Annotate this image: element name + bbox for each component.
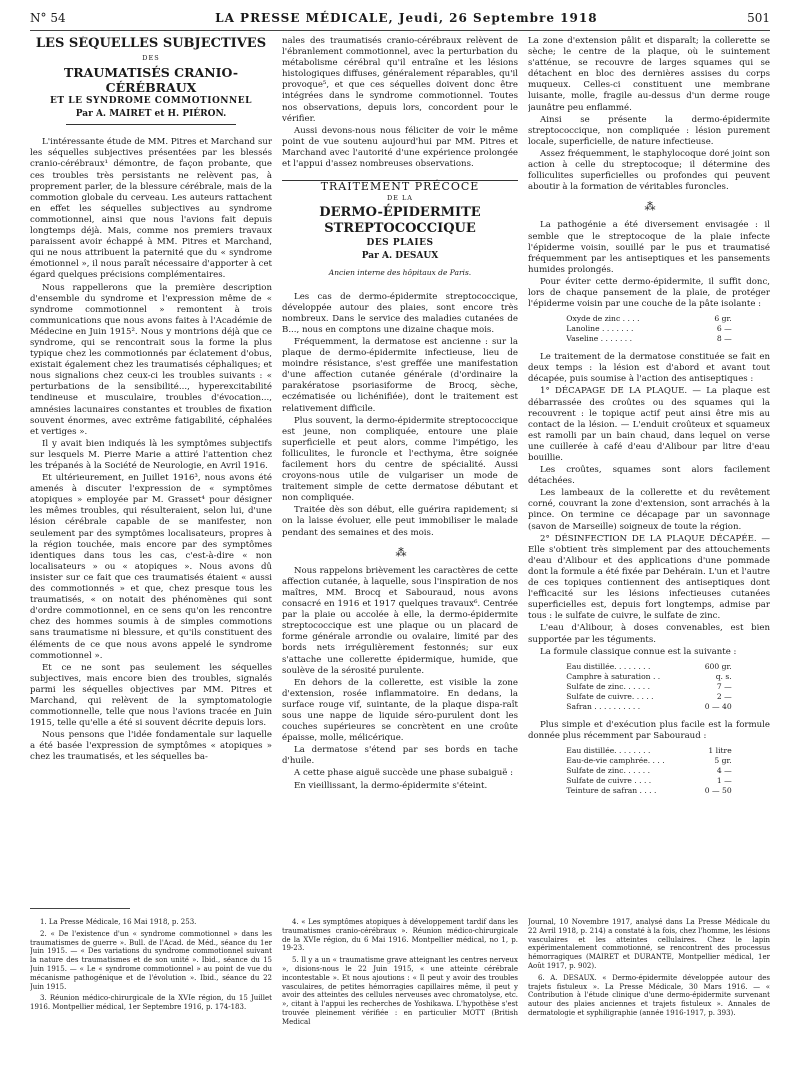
footnote: 1. La Presse Médicale, 16 Mai 1918, p. 253. bbox=[40, 918, 197, 926]
recipe-row bbox=[564, 786, 733, 796]
paragraph: La dermatose s'étend par ses bords en tache d'huile. bbox=[282, 745, 518, 767]
paragraph: En vieillissant, la dermo-épidermite s'éteint. bbox=[294, 780, 488, 791]
ingredient: Eau-de-vie camphrée. . . . bbox=[566, 755, 665, 765]
paragraph: Fréquemment, la dermatose est ancienne : sur la plaque de dermo-épidermite infectieuse, lieu de moindre résistance, s'est greffée une manifestation d'une affection cutanée générale (d'ordinaire la parakératose psoriasiforme de Brocq, sèche, eczématisée ou lichénifiée), dont le traitement est relativement difficile. bbox=[282, 336, 518, 414]
quantity: 7 — bbox=[716, 681, 732, 691]
article-1-title-des: DES bbox=[142, 54, 160, 62]
ingredient: Vaseline . . . . . . . bbox=[566, 334, 633, 344]
recipe-sabouraud bbox=[564, 746, 733, 796]
recipe-row bbox=[564, 766, 733, 776]
quantity: 0 — 50 bbox=[704, 785, 732, 795]
recipe-row bbox=[564, 324, 733, 334]
recipe-row bbox=[564, 746, 733, 756]
recipe-row bbox=[564, 692, 733, 702]
article-2-title-2: DERMO-ÉPIDERMITE STREPTOCOCCIQUE bbox=[319, 205, 481, 237]
paragraph: Le traitement de la dermatose constituée se fait en deux temps : la lésion est d'abord et avant tout décapée, puis soumise à l'action des antiseptiques : bbox=[528, 352, 770, 385]
ingredient: Camphre à saturation . . bbox=[566, 671, 661, 681]
paragraph: nales des traumatisés cranio-cérébraux relèvent de l'ébranlement commotionnel, avec la perturbation du métabolisme cérébral qu'il entraîne et les lésions histologiques diffuses, généralement réparables, qu'il provoque⁵, et que ces séquelles doivent donc être intégrées dans le syndrome commotionnel. Toutes nos observations, depuis lors, concordent pour le vérifier. bbox=[282, 36, 518, 124]
ingredient: Oxyde de zinc . . . . bbox=[566, 314, 640, 324]
paragraph: Nous pensons que l'idée fondamentale sur laquelle a été basée l'expression de symptômes « atopiques » chez les traumatisés, et les séquelles ba- bbox=[30, 730, 272, 763]
ingredient: Eau distillée. . . . . . . . bbox=[566, 661, 651, 671]
paragraph: La zone d'extension pâlit et disparaît; la collerette se sèche; le centre de la plaque, où le suintement s'atténue, se recouvre de larges squames qui se détachent en bloc des dernières assises du corps muqueux. Celles-ci constituent une membrane luisante, molle, fragile au-dessus d'un derme rouge jaunâtre peu enflammé. bbox=[528, 36, 770, 113]
footnotes-column-3 bbox=[528, 918, 770, 1068]
column-2 bbox=[282, 36, 518, 906]
recipe-row bbox=[564, 662, 733, 672]
header-rule bbox=[30, 30, 770, 31]
article-2-author-title: Ancien interne des hôpitaux de Paris. bbox=[328, 267, 472, 277]
page-header bbox=[30, 10, 770, 26]
paragraph: A cette phase aiguë succède une phase subaiguë : bbox=[294, 768, 513, 779]
ingredient: Lanoline . . . . . . . bbox=[566, 324, 634, 334]
paragraph: La pathogénie a été diversement envisagée : il semble que le streptocoque de la plaie infecte l'épiderme voisin, souillé par le pus et traumatisé fréquemment par les antiseptiques et les pansements humides prolongés. bbox=[528, 220, 770, 275]
recipe-row bbox=[564, 776, 733, 786]
section-asterism: ⁂ bbox=[644, 200, 654, 214]
footnote: 5. Il y a un « traumatisme grave atteignant les centres nerveux », disions-nous le 22 Juin 1915, « une atteinte cérébrale incontestable ». Et nous ajoutions : « Il peut y avoir des troubles vasculaires, de petites hémorragies capillaires même, il peut y avoir des atteintes des cellules nerveuses avec chromatolyse, etc. », citant à l'appui les recherches de Yoshikawa. L'hypothèse s'est trouvée pleinement vérifiée : en particulier MOTT (British Medical bbox=[282, 956, 518, 1026]
ingredient: Sulfate de zinc. . . . . . bbox=[566, 765, 651, 775]
recipe-paste bbox=[564, 314, 733, 344]
paragraph: Il y avait bien indiqués là les symptômes subjectifs sur lesquels M. Pierre Marie a attiré l'attention chez les trépanés à la Société de Neurologie, en Avril 1916. bbox=[30, 438, 272, 471]
paragraph: La formule classique connue est la suivante : bbox=[540, 646, 737, 657]
footnote: 2. « De l'existence d'un « syndrome commotionnel » dans les traumatismes de guerre ». Bull. de l'Acad. de Méd., séance du 1er Juin 1915. — « Des variations du syndrome commotionnel suivant la nature des traumatismes et de son unité ». Ibid., séance du 15 Juin 1915. — « Le « syndrome commotionnel » au point de vue du mécanisme pathogénique et de l'évolution ». Ibid., séance du 22 Juin 1915. bbox=[30, 929, 272, 991]
column-3 bbox=[528, 36, 770, 906]
quantity: 1 litre bbox=[708, 745, 732, 755]
issue-number: N° 54 bbox=[30, 11, 66, 25]
paragraph: Les lambeaux de la collerette et du revêtement corné, couvrant la zone d'extension, sont arrachés à la pince. On termine ce décapage par un savonnage (savon de Marseille) soigneux de toute la région. bbox=[528, 488, 770, 532]
article-2-title-de: DE LA bbox=[386, 194, 414, 203]
footnote: 3. Réunion médico-chirurgicale de la XVIe région, du 15 Juillet 1916. Montpellier médical, 1er Septembre 1916, p. 174-183. bbox=[30, 994, 272, 1012]
recipe-row bbox=[564, 702, 733, 712]
quantity: 600 gr. bbox=[704, 661, 732, 671]
ingredient: Sulfate de cuivre. . . . . bbox=[566, 691, 654, 701]
recipe-row bbox=[564, 756, 733, 766]
quantity: 8 — bbox=[716, 334, 732, 344]
paragraph: 1° DÉCAPAGE DE LA PLAQUE. — La plaque est débarrassée des croûtes ou des squames qui la recouvrent : le topique actif peut ainsi être mis au contact de la lésion. — L'enduit croûteux et squameux est ramolli par un bain chaud, dans lequel on verse une cuillerée à café d'eau d'Alibour par litre d'eau bouillie. bbox=[528, 386, 770, 463]
paragraph: Assez fréquemment, le staphylocoque doré joint son action à celle du streptocoque; il détermine des folliculites superficielles ou profondes qui peuvent aboutir à la formation de véritables furoncles. bbox=[528, 148, 770, 193]
ingredient: Sulfate de cuivre . . . . bbox=[566, 775, 652, 785]
footnote: Journal, 10 Novembre 1917, analysé dans La Presse Médicale du 22 Avril 1918, p. 214) a constaté à la fois, chez l'homme, les lésions vasculaires et les atteintes cellulaires. Chez le lapin expérimentalement commotionné, se rencontrent des processus hémorragiques (MAIRET et DURANTE, Montpellier médical, 1er Août 1917, p. 902). bbox=[528, 918, 770, 970]
paragraph: 2° DÉSINFECTION DE LA PLAQUE DÉCAPÉE. — Elle s'obtient très simplement par des attouchements d'eau d'Alibour et des applications d'une pommade dont la formule a été fixée par Dehérain. L'un et l'autre de ces topiques contiennent des antiseptiques dont l'efficacité sur les lésions infectieuses cutanées superficielles est, depuis fort longtemps, admise par tous : le sulfate de cuivre, le sulfate de zinc. bbox=[528, 533, 770, 622]
footnotes-column-1 bbox=[30, 918, 272, 1068]
ingredient: Sulfate de zinc. . . . . . bbox=[566, 681, 651, 691]
paragraph: En dehors de la collerette, est visible la zone d'extension, rosée inflammatoire. En dedans, la surface rouge vif, suintante, de la plaque dispa-raît sous une nappe de liquide séro-purulent dont les couches supérieures se concrètent en une croûte épaisse, molle, mélicérique. bbox=[282, 677, 518, 744]
article-1-authors: Par A. MAIRET et H. PIÉRON. bbox=[75, 109, 227, 120]
article-1-title: LES SÉQUELLES SUBJECTIVES bbox=[35, 36, 267, 51]
quantity: 2 — bbox=[716, 691, 732, 701]
footnote: 6. A. DESAUX. « Dermo-épidermite développée autour des trajets fistuleux ». La Presse Médicale, 30 Mars 1916. — « Contribution à l'étude clinique d'une dermo-épidermite survenant autour des plaies anciennes et trajets fistuleux ». Annales de dermatologie et syphiligraphie (année 1916-1917, p. 393). bbox=[528, 973, 770, 1017]
footnote: 4. « Les symptômes atopiques à développement tardif dans les traumatismes cranio-cérébraux ». Réunion médico-chirurgicale de la XVIe région, du 6 Mai 1916. Montpellier médical, no 1, p. 19-23. bbox=[282, 918, 518, 953]
article-1-title-2: TRAUMATISÉS CRANIO-CÉRÉBRAUX bbox=[63, 65, 239, 96]
ingredient: Safran . . . . . . . . . . bbox=[566, 701, 641, 711]
quantity: 6 gr. bbox=[714, 314, 732, 324]
section-asterism: ⁂ bbox=[395, 545, 405, 559]
quantity: 4 — bbox=[716, 765, 732, 775]
paragraph: Pour éviter cette dermo-épidermite, il suffit donc, lors de chaque pansement de la plaie, de protéger l'épiderme voisin par une couche de la pâte isolante : bbox=[528, 276, 770, 310]
recipe-row bbox=[564, 334, 733, 344]
quantity: 6 — bbox=[716, 324, 732, 334]
footnotes-column-2 bbox=[282, 918, 518, 1068]
ingredient: Teinture de safran . . . . bbox=[566, 785, 657, 795]
recipe-alibour bbox=[564, 662, 733, 712]
journal-title: LA PRESSE MÉDICALE, Jeudi, 26 Septembre 1918 bbox=[215, 11, 598, 25]
paragraph: Ainsi se présente la dermo-épidermite streptococcique, non compliquée : lésion purement locale, superficielle, de nature infectieuse. bbox=[528, 114, 770, 147]
recipe-row bbox=[564, 314, 733, 324]
article-2-title: TRAITEMENT PRÉCOCE bbox=[320, 180, 480, 194]
paragraph: Aussi devons-nous nous féliciter de voir le même point de vue soutenu aujourd'hui par MM. Pitres et Marchand avec l'autorité d'une expérience prolongée et l'appui d'assez nombreuses observations. bbox=[282, 125, 518, 170]
paragraph: Plus souvent, la dermo-épidermite streptococcique est jeune, non compliquée, entoure une plaie superficielle et peut alors, comme l'impétigo, les folliculites, le furoncle et l'ecthyma, être soignée facilement hors du centre de spécialité. Aussi croyons-nous utile de vulgariser un mode de traitement simple de cette dermatose débutant et non compliquée. bbox=[282, 415, 518, 504]
footnote-rule bbox=[30, 908, 130, 909]
article-1-title-3: ET LE SYNDROME COMMOTIONNEL bbox=[50, 96, 252, 107]
paragraph: Traitée dès son début, elle guérira rapidement; si on la laisse évoluer, elle peut immobiliser le malade pendant des semaines et des mois. bbox=[282, 505, 518, 538]
article-2-title-3: DES PLAIES bbox=[366, 238, 434, 249]
recipe-row bbox=[564, 682, 733, 692]
title-divider bbox=[66, 124, 235, 125]
paragraph: Nous rappelons brièvement les caractères de cette affection cutanée, à laquelle, sous l'inspiration de nos maîtres, MM. Brocq et Sabouraud, nous avons consacré en 1916 et 1917 quelques travaux⁶. Centrée par la plaie ou accolée à elle, la dermo-épidermite streptococcique est une plaque ou un placard de forme générale arrondie ou ovalaire, limité par des bords nets irrégulièrement festonnés; sur eux s'attache une collerette épidermique, humide, que soulève de la sérosité purulente. bbox=[282, 565, 518, 676]
paragraph: Et ultérieurement, en Juillet 1916³, nous avons été amenés à discuter l'expression de « symptômes atopiques » employée par M. Grasset⁴ pour désigner les mêmes troubles, qui résulteraient, selon lui, d'une lésion cérébrale capable de se manifester, non seulement par des symptômes localisateurs, propres à la région touchée, mais encore par des symptômes identiques dans tous les cas, c'est-à-dire « non localisateurs » ou « atopiques ». Nous avons dû insister sur ce fait que ces traumatisés étaient « aussi des commotionnés » et que, chez presque tous les traumatisés, « on notait des phénomènes qui sont d'ordre commotionnel, en ce sens qu'on les rencontre chez des hommes soumis à de simples commotions sans traumatisme ni blessure, et qu'ils constituent des éléments de ce que nous avons appelé le syndrome commotionnel ». bbox=[30, 473, 272, 661]
article-2-author: Par A. DESAUX bbox=[361, 251, 439, 262]
paragraph: L'intéressante étude de MM. Pitres et Marchand sur les séquelles subjectives présentées par les blessés cranio-cérébraux¹ démontre, de façon probante, que ces troubles très persistants ne relèvent pas, à proprement parler, de la blessure cérébrale, mais de la commotion globale du cerveau. Les auteurs rattachent en effet les séquelles subjectives au syndrome commotionnel, ainsi que nous l'avions fait depuis longtemps déjà. Mais, comme nos premiers travaux paraissent avoir échappé à MM. Pitres et Marchand, qui ne nous attribuent la paternité que du « syndrome émotionnel », il nous paraît nécessaire d'apporter à cet égard quelques précisions complémentaires. bbox=[30, 137, 272, 281]
paragraph: Les croûtes, squames sont alors facilement détachées. bbox=[528, 465, 770, 487]
paragraph: Les cas de dermo-épidermite streptococcique, développée autour des plaies, sont encore très nombreux. Dans le service des maladies cutanées de B..., nous en comptons une dizaine chaque mois. bbox=[282, 291, 518, 335]
paragraph: L'eau d'Alibour, à doses convenables, est bien supportée par les téguments. bbox=[528, 623, 770, 645]
quantity: 0 — 40 bbox=[704, 701, 732, 711]
quantity: 1 — bbox=[716, 775, 732, 785]
ingredient: Eau distillée. . . . . . . . bbox=[566, 745, 651, 755]
page-number: 501 bbox=[747, 11, 770, 25]
paragraph: Et ce ne sont pas seulement les séquelles subjectives, mais encore bien des troubles, signalés parmi les séquelles objectives par MM. Pitres et Marchand, qui relèvent de la symptomatologie commotionnelle, telle que nous l'avions tracée en Juin 1915, telle qu'elle a été si souvent décrite depuis lors. bbox=[30, 662, 272, 729]
paragraph: Nous rappellerons que la première description d'ensemble du syndrome et l'expression même de « syndrome commotionnel » remontent à trois communications que nous avons faites à l'Académie de Médecine en Juin 1915². Nous y montrions déjà que ce syndrome, qui se rencontrait sous la forme la plus typique chez les commotionnés par éclatement d'obus, existait également chez les traumatisés céphaliques; et nous signalions chez ceux-ci les troubles suivants : « perturbations de la sensibilité..., hyperexcitabilité tendineuse et musculaire, troubles d'évocation..., amnésies lacunaires constantes et troubles de fixation souvent énormes, avec extrême fatigabilité, céphalées et vertiges ». bbox=[30, 282, 272, 437]
paragraph: Plus simple et d'exécution plus facile est la formule donnée plus récemment par Sabouraud : bbox=[528, 719, 770, 741]
quantity: 5 gr. bbox=[714, 755, 732, 765]
quantity: q. s. bbox=[715, 671, 732, 681]
recipe-row bbox=[564, 672, 733, 682]
column-1 bbox=[30, 36, 272, 906]
